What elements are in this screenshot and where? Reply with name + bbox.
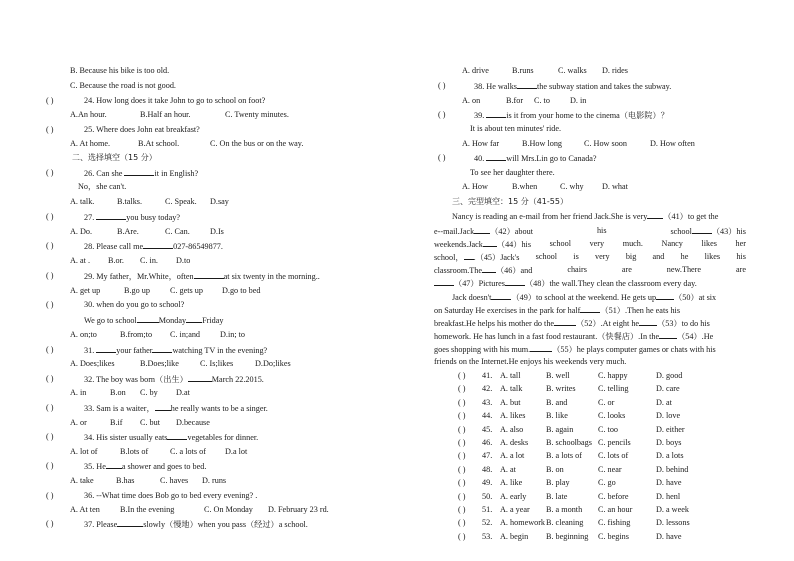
passage-text: breakfast.He helps his mother do the — [434, 319, 555, 328]
passage-text: （41）to get the — [663, 212, 719, 221]
option-d: D. either — [656, 424, 685, 434]
passage-text: （54）.He — [677, 332, 714, 341]
answer-paren[interactable]: ( ) — [458, 424, 466, 434]
option-a: A. homework — [500, 518, 546, 528]
passage-text: .（45）Jack's — [473, 253, 520, 262]
answer-blank[interactable] — [186, 314, 202, 323]
option-a: A. early — [500, 491, 527, 501]
option-b: B. a month — [546, 505, 583, 514]
option-d: D. care — [656, 384, 680, 394]
passage-line-11 — [434, 343, 716, 355]
question-number: 49. — [482, 478, 493, 488]
option-b: B.has — [116, 476, 135, 485]
sentence-text: Friday — [202, 316, 224, 325]
option-c: C. pencils — [598, 438, 631, 447]
answer-paren[interactable]: ( ) — [458, 438, 466, 447]
passage-text: chairs — [567, 265, 587, 274]
option-b: B. writes — [546, 384, 576, 394]
passage-line-3 — [434, 238, 746, 250]
answer-paren[interactable]: ( ) — [46, 345, 54, 354]
answer-blank[interactable] — [124, 167, 154, 176]
question-text: 31. — [84, 346, 97, 355]
option-a: A. How — [462, 182, 488, 191]
answer-paren[interactable]: ( ) — [458, 518, 466, 528]
option-d: D. have — [656, 478, 682, 488]
question-text: is it from your home to the cinema（电影院）？ — [506, 111, 669, 120]
question-text: will Mrs.Lin go to Canada? — [506, 154, 597, 163]
option-d: D.at — [176, 388, 190, 397]
passage-text: goes shopping with his mum. — [434, 345, 531, 354]
option-b: B. late — [546, 491, 568, 501]
option-a: A. take — [70, 476, 94, 485]
passage-text: （42）about — [490, 227, 533, 236]
question-number: 43. — [482, 397, 493, 407]
answer-paren[interactable]: ( ) — [46, 271, 54, 280]
q39-response: It is about ten minutes' ride. — [470, 124, 562, 133]
answer-blank[interactable] — [143, 240, 173, 249]
question-text: at six twenty in the morning.. — [223, 272, 320, 281]
blank-48[interactable] — [505, 277, 525, 286]
blank-45[interactable] — [464, 251, 474, 260]
option-a: A.An hour. — [70, 110, 107, 119]
option-c: C. to — [534, 96, 550, 105]
question-text: he really wants to be a singer. — [170, 404, 268, 413]
question-text: 26. Can she — [84, 169, 125, 178]
option-d: D. at — [656, 397, 672, 407]
question-number: 46. — [482, 438, 493, 447]
option-b: B.lots of — [120, 447, 149, 456]
option-c: C. telling — [598, 384, 629, 394]
option-a: A. at . — [70, 256, 91, 265]
passage-text: Jack doesn't — [452, 293, 492, 302]
passage-line-7 — [452, 291, 746, 303]
option-d: D. have — [656, 531, 682, 541]
option-b: B.from;to — [120, 330, 153, 339]
option-d: D. How often — [650, 139, 695, 148]
blank-46[interactable] — [482, 264, 496, 273]
option-a: A. a lot — [500, 451, 525, 461]
answer-paren[interactable]: ( ) — [458, 411, 466, 421]
option-c: C. Is;likes — [200, 359, 234, 368]
option-b: B.for — [506, 96, 524, 105]
option-b: B. cleaning — [546, 518, 584, 528]
sentence-text: We go to school — [84, 316, 137, 325]
option-d: D.Is — [210, 227, 224, 236]
passage-text: is — [573, 252, 579, 261]
blank-50[interactable] — [656, 291, 674, 300]
question-text: 34. His sister usually eats — [84, 433, 168, 442]
option-b: B.In the evening — [120, 505, 175, 514]
option-a: A. get up — [70, 286, 101, 295]
option-c: C. begins — [598, 531, 629, 541]
answer-blank[interactable] — [152, 344, 172, 353]
question-text: 027-86549877. — [173, 242, 223, 251]
answer-paren[interactable]: ( ) — [458, 531, 466, 541]
question-number: 52. — [482, 518, 493, 528]
option-c: C. Twenty minutes. — [225, 110, 289, 119]
option-a: A. at — [500, 464, 516, 474]
passage-line-6 — [434, 277, 697, 289]
question-text: 33. Sam is a waiter， — [84, 404, 155, 413]
question-text: vegetables for dinner. — [187, 433, 259, 442]
answer-blank[interactable] — [96, 344, 116, 353]
passage-text: （44）his — [496, 240, 532, 249]
option-c: C. in. — [140, 256, 158, 265]
option-d: D.say — [210, 197, 229, 206]
question-text: your father — [116, 346, 153, 355]
answer-paren[interactable]: ( ) — [46, 403, 54, 412]
passage-text: much. — [622, 239, 643, 248]
option-a: A. a year — [500, 505, 530, 514]
option-d: D. good — [656, 371, 683, 380]
question-number: 42. — [482, 384, 493, 394]
question-number: 51. — [482, 505, 493, 514]
option-c: C. in;and — [170, 330, 201, 339]
blank-54[interactable] — [659, 330, 677, 339]
answer-paren[interactable]: ( ) — [438, 153, 446, 162]
sentence-text: Monday — [158, 316, 187, 325]
passage-text: school — [535, 252, 558, 261]
option-b: B. beginning — [546, 531, 589, 541]
blank-47[interactable] — [434, 277, 454, 286]
option-b: B.talks. — [117, 197, 143, 206]
question-text: a shower and goes to bed. — [121, 462, 207, 471]
option-b: B.when — [512, 182, 538, 191]
q26-response: No，she can't. — [78, 182, 127, 191]
option-c: C. happy — [598, 371, 628, 380]
option-c: C. haves — [160, 476, 189, 485]
option-c: C. On Monday — [204, 505, 253, 514]
answer-paren[interactable]: ( ) — [46, 300, 54, 309]
q40-response: To see her daughter there. — [470, 168, 555, 177]
option-d: D.Do;likes — [255, 359, 291, 368]
question-number: 44. — [482, 411, 493, 421]
option-b: B. like — [546, 411, 568, 421]
q30-sentence — [84, 314, 223, 326]
option-c: C. by — [140, 388, 158, 397]
option-d: D.because — [176, 418, 210, 427]
question-text: 24. How long does it take John to go to school on foot? — [84, 96, 266, 105]
option-b: B.or. — [108, 256, 124, 265]
question-text: 39. — [474, 111, 487, 120]
passage-text: （53）to do his — [657, 319, 710, 328]
option-a: A. or — [70, 418, 87, 427]
passage-text: likes — [704, 252, 721, 261]
option-b: B. a lots of — [546, 451, 582, 461]
option-c: C. looks — [598, 411, 626, 421]
option-b: B. on — [546, 464, 564, 474]
answer-paren[interactable]: ( ) — [438, 81, 446, 90]
answer-blank[interactable] — [117, 518, 143, 527]
option-b: B.Does;like — [140, 359, 179, 368]
question-text: watching TV in the evening? — [172, 346, 268, 355]
answer-blank[interactable] — [137, 314, 159, 323]
passage-line-4 — [434, 251, 746, 263]
passage-text: （49）to school at the weekend. He gets up — [511, 293, 657, 302]
option-c: C. Can. — [165, 227, 190, 236]
passage-line-5 — [434, 264, 746, 276]
option-a: A. Does;likes — [70, 359, 115, 368]
question-number: 50. — [482, 491, 493, 501]
option-d: D.a lot — [225, 447, 248, 456]
blank-51[interactable] — [580, 304, 600, 313]
option-a: A. tall — [500, 371, 521, 380]
answer-blank[interactable] — [486, 109, 506, 118]
option-c: C. why — [560, 182, 584, 191]
passage-text: big — [625, 252, 637, 261]
option-a: A. At home. — [70, 139, 111, 148]
option-a: A. like — [500, 478, 523, 488]
option-c: C. walks — [558, 66, 587, 75]
option-a: A. lot of — [70, 447, 98, 456]
answer-blank[interactable] — [517, 80, 537, 89]
answer-paren[interactable]: ( ) — [458, 491, 466, 501]
question-text: 37. Please — [84, 520, 118, 529]
passage-text: school， — [434, 253, 464, 262]
option-c: C. Speak. — [165, 197, 197, 206]
section-3-heading: 三、完型填空：15 分（41-55） — [452, 197, 568, 206]
option-d: D. a week — [656, 505, 689, 514]
option-c: C. a lots of — [170, 447, 206, 456]
option-d: D. February 23 rd. — [268, 505, 329, 514]
option-c: C. gets up — [170, 286, 203, 295]
blank-44[interactable] — [483, 238, 497, 247]
option-a: A. begin — [500, 531, 529, 541]
blank-41[interactable] — [647, 210, 663, 219]
answer-blank[interactable] — [155, 402, 171, 411]
option-c: C. fishing — [598, 518, 631, 528]
answer-paren[interactable]: ( ) — [458, 384, 466, 394]
option-d: D. a lots — [656, 451, 684, 461]
option-c: C. before — [598, 491, 629, 501]
passage-line-2 — [434, 225, 746, 237]
option-b: B. schoolbags — [546, 438, 592, 447]
question-text: March 22.2015. — [211, 375, 264, 384]
passage-text: her — [735, 239, 746, 248]
question-text: 29. My father，Mr.White，often — [84, 272, 194, 281]
option-c: C. or — [598, 397, 615, 407]
option-d: D.to — [176, 256, 191, 265]
option-d: D. lessons — [656, 518, 690, 528]
option-a: A. Do. — [70, 227, 93, 236]
option-b: B.How long — [522, 139, 563, 148]
passage-text: and — [652, 252, 665, 261]
option-a: A. talk. — [70, 197, 95, 206]
answer-paren[interactable]: ( ) — [438, 110, 446, 119]
answer-paren[interactable]: ( ) — [46, 461, 54, 470]
answer-paren[interactable]: ( ) — [46, 432, 54, 441]
option-d: D. behind — [656, 464, 689, 474]
answer-paren[interactable]: ( ) — [458, 397, 466, 407]
question-text: 32. The boy was born（出生） — [84, 375, 188, 384]
passage-text: are — [621, 265, 632, 274]
option-b: B. well — [546, 371, 570, 380]
blank-52[interactable] — [554, 317, 576, 326]
option-d: D. henl — [656, 491, 681, 501]
answer-blank[interactable] — [167, 431, 187, 440]
option-c: C. near — [598, 464, 622, 474]
passage-text: e--mail.Jack — [434, 227, 475, 236]
q23-option-b: B. Because his bike is too old. — [70, 66, 170, 75]
option-a: A. in — [70, 388, 87, 397]
passage-line-8 — [434, 304, 680, 316]
option-d: D. love — [656, 411, 681, 421]
option-b: B. play — [546, 478, 570, 488]
passage-text: likes — [701, 239, 717, 248]
option-b: B.Are. — [117, 227, 139, 236]
question-text: 35. He — [84, 462, 106, 471]
passage-text: new.There — [666, 265, 702, 274]
option-a: A. also — [500, 424, 524, 434]
answer-blank[interactable] — [188, 373, 212, 382]
passage-text: （50）at six — [674, 293, 717, 302]
passage-line-9 — [434, 317, 710, 329]
option-a: A. At ten — [70, 505, 100, 514]
question-text: you busy today? — [126, 213, 180, 222]
option-c: C. How soon — [584, 139, 627, 148]
passage-text: are — [736, 265, 746, 274]
option-d: D. runs — [202, 476, 227, 485]
passage-text: his — [736, 252, 746, 261]
question-number: 53. — [482, 531, 493, 541]
answer-paren[interactable]: ( ) — [458, 478, 466, 488]
option-b: B.on — [110, 388, 126, 397]
option-d: D. in — [570, 96, 587, 105]
passage-text: （55）he plays computer games or chats with his — [552, 345, 716, 354]
option-c: C. too — [598, 424, 619, 434]
option-a: A. on;to — [70, 330, 97, 339]
option-c: C. but — [140, 418, 161, 427]
blank-49[interactable] — [491, 291, 511, 300]
blank-43[interactable] — [692, 225, 712, 234]
option-b: B. and — [546, 397, 568, 407]
option-a: A. talk — [500, 384, 523, 394]
option-b: B. again — [546, 424, 574, 434]
option-b: B.runs — [512, 66, 534, 75]
passage-text: Nancy — [661, 239, 683, 248]
option-a: A. drive — [462, 66, 489, 75]
option-b: B.At school. — [138, 139, 180, 148]
question-number: 48. — [482, 464, 493, 474]
passage-text: weekends.Jack — [434, 240, 483, 249]
question-number: 47. — [482, 451, 493, 461]
option-d: D.in; to — [220, 330, 246, 339]
answer-paren[interactable]: ( ) — [458, 451, 466, 461]
option-b: B.if — [110, 418, 123, 427]
answer-blank[interactable] — [194, 270, 224, 279]
passage-text: he — [680, 252, 689, 261]
passage-text: （48）the wall.They clean the classroom every day. — [524, 279, 697, 288]
section-2-heading: 二、选择填空（15 分） — [72, 153, 157, 162]
question-text: 40. — [474, 154, 487, 163]
answer-paren[interactable]: ( ) — [46, 241, 54, 250]
passage-text: homework. He has lunch in a fast food restaurant.（快餐店）.In the — [434, 332, 660, 341]
passage-line-12: friends on the Internet.He enjoys his weekends very much. — [434, 357, 627, 366]
option-d: D. what — [602, 182, 628, 191]
blank-55[interactable] — [530, 343, 552, 352]
answer-paren[interactable]: ( ) — [458, 505, 466, 514]
option-b: B.go up — [124, 286, 150, 295]
question-text: 30. when do you go to school? — [84, 300, 185, 309]
answer-blank[interactable] — [96, 211, 126, 220]
q23-option-c: C. Because the road is not good. — [70, 81, 176, 90]
option-a: A. How far — [462, 139, 500, 148]
option-a: A. desks — [500, 438, 529, 447]
option-c: C. lots of — [598, 451, 629, 461]
answer-paren[interactable]: ( ) — [458, 464, 466, 474]
option-a: A. likes — [500, 411, 526, 421]
option-b: B.Half an hour. — [140, 110, 191, 119]
option-d: D. rides — [602, 66, 628, 75]
passage-text: （47）Pictures — [454, 279, 505, 288]
blank-53[interactable] — [639, 317, 657, 326]
passage-text: （51）.Then he eats his — [600, 306, 681, 315]
answer-blank[interactable] — [106, 460, 122, 469]
blank-42[interactable] — [474, 225, 490, 234]
passage-text: very — [589, 239, 605, 248]
passage-text: （52）.At eight he — [576, 319, 640, 328]
answer-paren[interactable]: ( ) — [46, 96, 54, 105]
option-c: C. On the bus or on the way. — [210, 139, 304, 148]
option-c: C. go — [598, 478, 616, 488]
passage-text: his — [596, 226, 607, 235]
answer-blank[interactable] — [486, 152, 506, 161]
answer-paren[interactable]: ( ) — [46, 168, 54, 177]
answer-paren[interactable]: ( ) — [458, 371, 466, 380]
passage-text: school — [670, 227, 692, 236]
option-c: C. an hour — [598, 505, 633, 514]
passage-text: on Saturday He exercises in the park for half — [434, 306, 581, 315]
answer-paren[interactable]: ( ) — [46, 374, 54, 383]
answer-paren[interactable]: ( ) — [46, 125, 54, 134]
passage-text: （43）his — [711, 227, 746, 236]
passage-text: school — [549, 239, 571, 248]
question-text: 28. Please call me — [84, 242, 144, 251]
passage-text: very — [595, 252, 610, 261]
question-text: the subway station and takes the subway. — [536, 82, 672, 91]
question-text: 36. --What time does Bob go to bed every evening? . — [84, 491, 258, 500]
option-d: D. boys — [656, 438, 682, 447]
question-number: 41. — [482, 371, 493, 380]
answer-paren[interactable]: ( ) — [46, 491, 54, 500]
question-text: 38. He walks — [474, 82, 517, 91]
passage-text: classroom.The — [434, 266, 482, 275]
question-text: 27. — [84, 213, 97, 222]
answer-paren[interactable]: ( ) — [46, 519, 54, 528]
question-text: it in English? — [154, 169, 199, 178]
passage-line-10 — [434, 330, 713, 342]
answer-paren[interactable]: ( ) — [46, 212, 54, 221]
question-text: slowly（慢地）when you pass（经过）a school. — [143, 520, 308, 529]
option-d: D.go to bed — [222, 286, 261, 295]
option-a: A. but — [500, 397, 521, 407]
question-text: 25. Where does John eat breakfast? — [84, 125, 200, 134]
question-number: 45. — [482, 424, 493, 434]
passage-line-1 — [452, 210, 718, 222]
passage-text: （46）and — [495, 266, 533, 275]
option-a: A. on — [462, 96, 481, 105]
passage-text: Nancy is reading an e-mail from her friend Jack.She is very — [452, 212, 648, 221]
